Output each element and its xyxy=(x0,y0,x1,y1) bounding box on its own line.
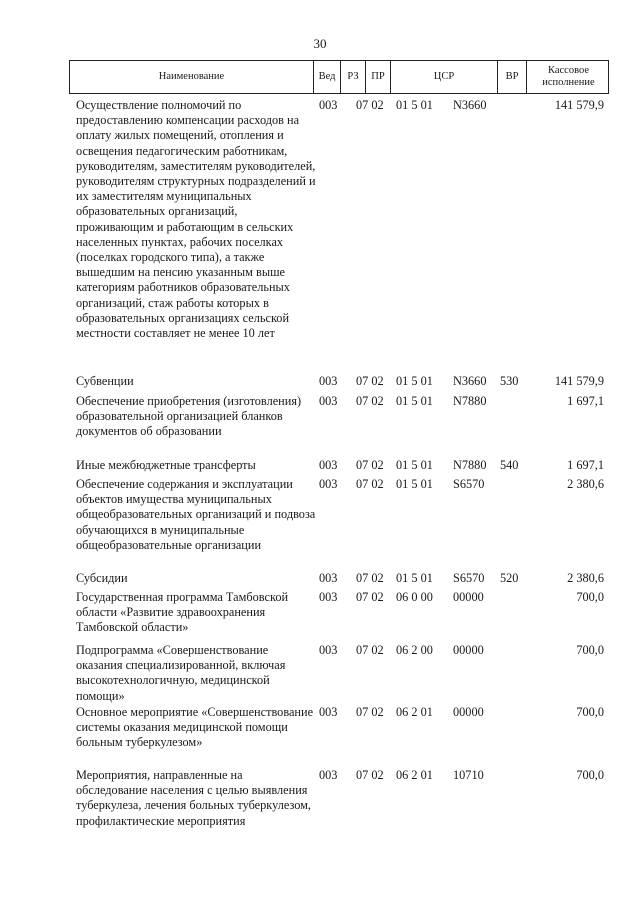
row-ved: 003 xyxy=(319,590,338,604)
row-csr-direction: S6570 xyxy=(453,571,485,585)
row-ved: 003 xyxy=(319,705,338,719)
row-sum: 2 380,6 xyxy=(567,571,604,585)
row-rzpr: 07 02 xyxy=(356,98,384,112)
row-ved: 003 xyxy=(319,394,338,408)
row-sum: 141 579,9 xyxy=(554,98,604,112)
row-rzpr: 07 02 xyxy=(356,374,384,388)
row-csr-direction: N7880 xyxy=(453,394,487,408)
row-csr-direction: 10710 xyxy=(453,768,484,782)
row-name: Обеспечение приобретения (изготовления) образовательной организацией бланков документов об образовании xyxy=(76,394,302,439)
row-rzpr: 07 02 xyxy=(356,768,384,782)
page-number: 30 xyxy=(313,36,327,51)
row-rzpr: 07 02 xyxy=(356,394,384,408)
header-vr: ВР xyxy=(497,61,526,93)
row-ved: 003 xyxy=(319,477,338,491)
row-csr-direction: N3660 xyxy=(453,374,487,388)
row-name: Обеспечение содержания и эксплуатации объектов имущества муниципальных общеобразовательных организаций и подвоза обучающихся в муниципальные общеобразовательные организации xyxy=(76,477,316,552)
row-csr-direction: N7880 xyxy=(453,458,487,472)
row-rzpr: 07 02 xyxy=(356,458,384,472)
row-vr: 540 xyxy=(500,458,519,472)
row-rzpr: 07 02 xyxy=(356,477,384,491)
row-csr-program: 01 5 01 xyxy=(396,394,433,408)
row-sum: 141 579,9 xyxy=(554,374,604,388)
header-sum: Кассовое исполнение xyxy=(526,61,610,93)
row-csr-direction: 00000 xyxy=(453,643,484,657)
row-csr-program: 01 5 01 xyxy=(396,98,433,112)
row-ved: 003 xyxy=(319,374,338,388)
row-sum: 1 697,1 xyxy=(567,458,604,472)
header-rz: РЗ xyxy=(340,61,365,93)
row-name: Государственная программа Тамбовской области «Развитие здравоохранения Тамбовской области» xyxy=(76,590,289,635)
table-header xyxy=(69,60,609,94)
row-sum: 700,0 xyxy=(576,705,604,719)
header-name: Наименование xyxy=(158,70,225,82)
row-csr-program: 06 2 01 xyxy=(396,768,433,782)
row-name: Мероприятия, направленные на обследование населения с целью выявления туберкулеза, лечения больных туберкулезом, профилактические мероприятия xyxy=(76,768,311,828)
header-pr: ПР xyxy=(365,61,390,93)
row-ved: 003 xyxy=(319,458,338,472)
row-csr-program: 06 2 01 xyxy=(396,705,433,719)
header-ved: Вед xyxy=(313,61,340,93)
row-csr-program: 01 5 01 xyxy=(396,458,433,472)
row-csr-direction: 00000 xyxy=(453,590,484,604)
row-rzpr: 07 02 xyxy=(356,643,384,657)
row-rzpr: 07 02 xyxy=(356,705,384,719)
row-ved: 003 xyxy=(319,768,338,782)
row-name: Основное мероприятие «Совершенствование системы оказания медицинской помощи больным туберкулезом» xyxy=(76,705,314,750)
row-name: Осуществление полномочий по предоставлению компенсации расходов на оплату жилых помещений, отопления и освещения педагогическим работникам, руководителям, заместителям руководителей, руководителям структурных подразделений и их заместителям муниципальных образовательных организаций, проживающим и работающим в сельских населенных пунктах, рабочих поселках (поселках городского типа), а также вышедшим на пенсию указанным выше категориям работников образовательных организаций, стаж работы которых в образовательных организациях сельской местности составляет не менее 10 лет xyxy=(76,98,316,341)
row-csr-direction: S6570 xyxy=(453,477,485,491)
row-vr: 530 xyxy=(500,374,519,388)
row-csr-program: 01 5 01 xyxy=(396,374,433,388)
row-ved: 003 xyxy=(319,98,338,112)
row-sum: 1 697,1 xyxy=(567,394,604,408)
row-sum: 700,0 xyxy=(576,590,604,604)
header-csr: ЦСР xyxy=(390,61,497,93)
row-csr-direction: N3660 xyxy=(453,98,487,112)
row-vr: 520 xyxy=(500,571,519,585)
row-name: Субвенции xyxy=(76,374,134,388)
row-csr-program: 06 2 00 xyxy=(396,643,433,657)
row-rzpr: 07 02 xyxy=(356,571,384,585)
row-rzpr: 07 02 xyxy=(356,590,384,604)
row-sum: 2 380,6 xyxy=(567,477,604,491)
row-csr-direction: 00000 xyxy=(453,705,484,719)
row-csr-program: 01 5 01 xyxy=(396,571,433,585)
row-csr-program: 01 5 01 xyxy=(396,477,433,491)
row-sum: 700,0 xyxy=(576,643,604,657)
row-csr-program: 06 0 00 xyxy=(396,590,433,604)
row-sum: 700,0 xyxy=(576,768,604,782)
row-name: Подпрограмма «Совершенствование оказания специализированной, включая высокотехнологичную, медицинской помощи» xyxy=(76,643,286,703)
row-ved: 003 xyxy=(319,643,338,657)
row-ved: 003 xyxy=(319,571,338,585)
row-name: Иные межбюджетные трансферты xyxy=(76,458,256,472)
row-name: Субсидии xyxy=(76,571,128,585)
